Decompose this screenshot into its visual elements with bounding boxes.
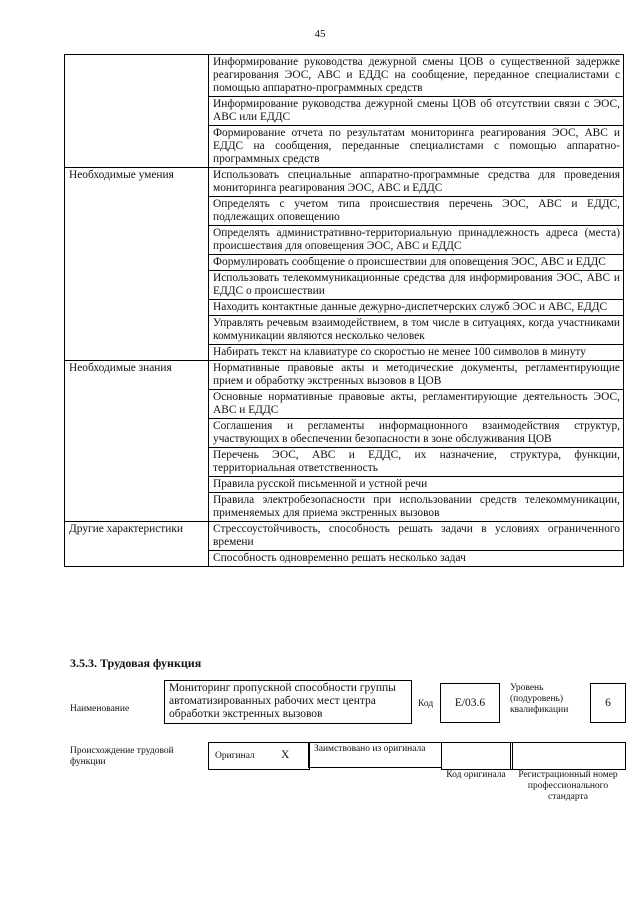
table-cell-item: Перечень ЭОС, АВС и ЕДДС, их назначение, структура, функции, территориальная ответственность — [209, 448, 624, 477]
table-row — [65, 522, 624, 551]
table-cell-item: Правила русской письменной и устной речи — [209, 477, 624, 493]
orig-code-caption: Код оригинала — [446, 770, 506, 780]
origin-label: Происхождение трудовой функции — [70, 746, 174, 767]
table-cell-item: Управлять речевым взаимодействием, в том числе в ситуациях, когда участниками коммуникации являются несколько человек — [209, 316, 624, 345]
table-cell-item: Определять с учетом типа происшествия перечень ЭОС, АВС и ЕДДС, подлежащих оповещению — [209, 197, 624, 226]
table-cell-item: Формулировать сообщение о происшествии для оповещения ЭОС, АВС и ЕДДС — [209, 255, 624, 271]
table-cell-item: Формирование отчета по результатам мониторинга реагирования ЭОС, АВС и ЕДДС на сообщения, переданные специалистами с помощью аппаратно-программных средств — [209, 126, 624, 168]
table-cell-item: Использовать специальные аппаратно-программные средства для проведения мониторинга реагирования ЭОС, АВС и ЕДДС — [209, 168, 624, 197]
table-cell-item: Информирование руководства дежурной смены ЦОВ о существенной задержке реагирования ЭОС, АВС и ЕДДС на сообщение, переданное специалистами с помощью аппаратно-программных средств — [209, 55, 624, 97]
table-cell-item: Правила электробезопасности при использовании средств телекоммуникации, применяемых для приема экстренных вызовов — [209, 493, 624, 522]
level-value: 6 — [590, 683, 626, 723]
table-row — [65, 55, 624, 97]
row-group-label: Необходимые умения — [65, 168, 209, 361]
table-cell-item: Соглашения и регламенты информационного взаимодействия структур, участвующих в обеспечении безопасности в зоне обслуживания ЦОВ — [209, 419, 624, 448]
skills-table — [64, 54, 624, 567]
table-cell-item: Стрессоустойчивость, способность решать задачи в условиях ограниченного времени — [209, 522, 624, 551]
row-group-label: Необходимые знания — [65, 361, 209, 522]
table-row — [65, 168, 624, 197]
reg-number-caption: Регистрационный номер профессионального стандарта — [518, 770, 618, 802]
orig-code-cell — [441, 742, 513, 770]
original-label: Оригинал — [215, 751, 255, 761]
table-cell-item: Использовать телекоммуникационные средства для информирования ЭОС, АВС и ЕДДС о происшествии — [209, 271, 624, 300]
original-cell — [208, 742, 310, 770]
borrowed-cell: Заимствовано из оригинала — [308, 742, 442, 768]
function-name: Мониторинг пропускной способности группы автоматизированных рабочих мест центра обработки экстренных вызовов — [164, 680, 412, 724]
section-title: 3.5.3. Трудовая функция — [70, 656, 202, 670]
table-cell-item: Определять административно-территориальную принадлежность адреса (места) происшествия для оповещения ЭОС, АВС и ЕДДС — [209, 226, 624, 255]
code-value: E/03.6 — [440, 683, 500, 723]
table-cell-item: Способность одновременно решать несколько задач — [209, 551, 624, 567]
table-cell-item: Нормативные правовые акты и методические документы, регламентирующие прием и обработку экстренных вызовов в ЦОВ — [209, 361, 624, 390]
name-label: Наименование — [70, 704, 130, 714]
row-group-label: Другие характеристики — [65, 522, 209, 567]
code-label: Код — [418, 699, 434, 709]
table-cell-item: Находить контактные данные дежурно-диспетчерских служб ЭОС и АВС, ЕДДС — [209, 300, 624, 316]
page-number: 45 — [314, 28, 326, 40]
table-cell-item: Информирование руководства дежурной смены ЦОВ об отсутствии связи с ЭОС, АВС или ЕДДС — [209, 97, 624, 126]
table-cell-item: Основные нормативные правовые акты, регламентирующие деятельность ЭОС, АВС и ЕДДС — [209, 390, 624, 419]
table-cell-item: Набирать текст на клавиатуре со скоростью не менее 100 символов в минуту — [209, 345, 624, 361]
row-group-label — [65, 55, 209, 168]
reg-number-cell — [510, 742, 626, 770]
original-mark: X — [281, 749, 290, 761]
level-label: Уровень (подуровень) квалификации — [510, 683, 569, 715]
table-row — [65, 361, 624, 390]
